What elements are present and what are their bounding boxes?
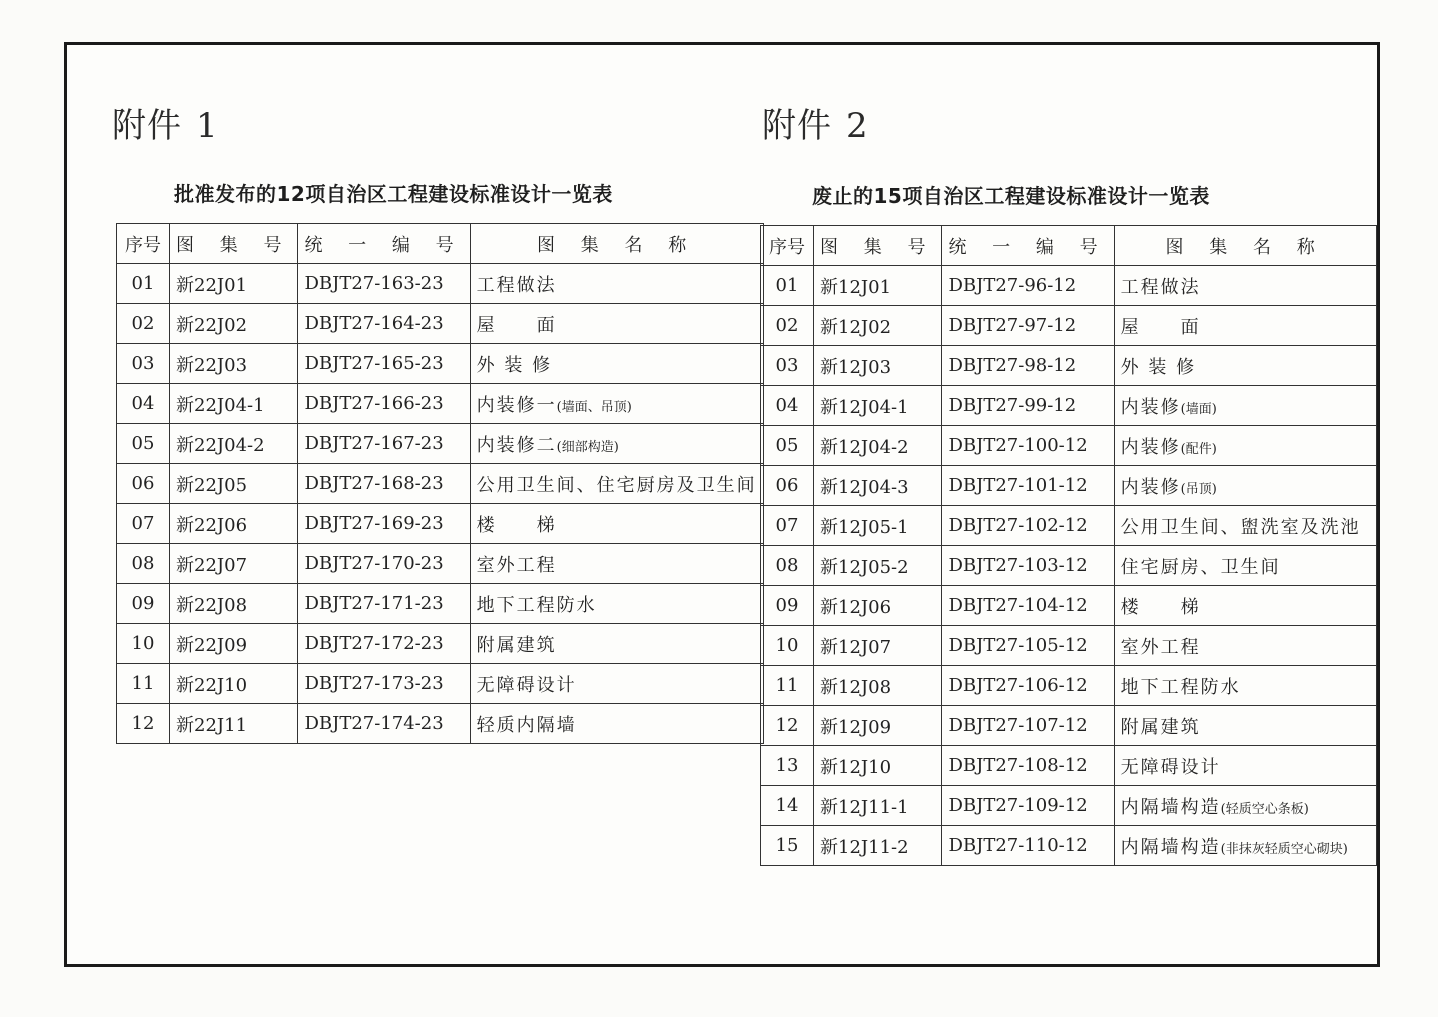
cell-seq: 14	[761, 786, 814, 826]
cell-seq: 08	[117, 544, 170, 584]
cell-atlas-name	[1114, 826, 1376, 866]
atlas-name-note: (吊顶)	[1180, 481, 1217, 497]
cell-atlas-name	[1114, 786, 1376, 826]
atlas-name-text: 楼 梯	[1120, 596, 1201, 618]
atlas-name-note: (轻质空心条板)	[1220, 801, 1309, 817]
appendix-2-table	[760, 225, 1377, 866]
cell-seq: 07	[761, 506, 814, 546]
atlas-name-text: 公用卫生间、盥洗室及洗池	[1120, 516, 1361, 538]
cell-unified-code: DBJT27-167-23	[298, 424, 470, 464]
cell-atlas-number: 新12J08	[814, 666, 942, 706]
atlas-name-note: (墙面、吊顶)	[556, 399, 632, 415]
atlas-name-text: 内装修一	[476, 394, 557, 416]
cell-seq: 04	[117, 384, 170, 424]
cell-seq: 02	[761, 306, 814, 346]
atlas-name-text: 地下工程防水	[1120, 676, 1241, 698]
cell-atlas-name	[1114, 586, 1376, 626]
cell-atlas-name	[1114, 346, 1376, 386]
table-row	[117, 344, 764, 384]
atlas-name-text: 室外工程	[476, 554, 557, 576]
cell-unified-code: DBJT27-98-12	[942, 346, 1114, 386]
atlas-name-text: 附属建筑	[476, 634, 557, 656]
cell-unified-code: DBJT27-165-23	[298, 344, 470, 384]
cell-atlas-number: 新22J04-2	[170, 424, 298, 464]
atlas-name-text: 内装修二	[476, 434, 557, 456]
atlas-name-text: 内隔墙构造	[1120, 836, 1221, 858]
atlas-name-text: 室外工程	[1120, 636, 1201, 658]
cell-atlas-name	[470, 304, 763, 344]
table-row	[761, 426, 1377, 466]
cell-atlas-number: 新12J01	[814, 266, 942, 306]
table-header-row	[117, 224, 764, 264]
cell-atlas-name	[1114, 666, 1376, 706]
cell-seq: 04	[761, 386, 814, 426]
cell-seq: 01	[117, 264, 170, 304]
cell-atlas-name	[470, 504, 763, 544]
table-row	[117, 584, 764, 624]
table-row	[761, 386, 1377, 426]
table-row	[761, 666, 1377, 706]
atlas-name-note: (墙面)	[1180, 401, 1217, 417]
table-row	[761, 826, 1377, 866]
cell-atlas-name	[470, 424, 763, 464]
cell-atlas-number: 新12J11-1	[814, 786, 942, 826]
cell-unified-code: DBJT27-172-23	[298, 624, 470, 664]
atlas-name-text: 公用卫生间、住宅厨房及卫生间	[476, 474, 757, 496]
cell-unified-code: DBJT27-101-12	[942, 466, 1114, 506]
appendix-2-label	[762, 98, 869, 147]
cell-atlas-number: 新22J09	[170, 624, 298, 664]
table-row	[117, 624, 764, 664]
cell-seq: 08	[761, 546, 814, 586]
atlas-name-text: 住宅厨房、卫生间	[1120, 556, 1281, 578]
cell-unified-code: DBJT27-96-12	[942, 266, 1114, 306]
cell-atlas-name	[1114, 306, 1376, 346]
atlas-name-note: (配件)	[1180, 441, 1217, 457]
cell-atlas-number: 新22J02	[170, 304, 298, 344]
cell-atlas-number: 新12J06	[814, 586, 942, 626]
cell-atlas-number: 新12J11-2	[814, 826, 942, 866]
cell-unified-code: DBJT27-170-23	[298, 544, 470, 584]
cell-atlas-number: 新12J09	[814, 706, 942, 746]
cell-unified-code: DBJT27-163-23	[298, 264, 470, 304]
table-row	[117, 264, 764, 304]
atlas-name-text: 工程做法	[1120, 276, 1201, 298]
table-row	[117, 384, 764, 424]
cell-atlas-name	[470, 704, 763, 744]
cell-seq: 03	[117, 344, 170, 384]
cell-atlas-number: 新22J08	[170, 584, 298, 624]
appendix-1-number: 1	[196, 106, 219, 146]
cell-atlas-number: 新22J06	[170, 504, 298, 544]
atlas-name-text: 内装修	[1120, 476, 1181, 498]
cell-atlas-name	[1114, 706, 1376, 746]
cell-seq: 03	[761, 346, 814, 386]
appendix-2-number: 2	[846, 106, 869, 146]
atlas-name-text: 外 装 修	[1120, 356, 1197, 378]
cell-seq: 09	[117, 584, 170, 624]
table-row	[117, 704, 764, 744]
atlas-name-note: (细部构造)	[556, 439, 619, 455]
cell-atlas-number: 新12J04-1	[814, 386, 942, 426]
atlas-name-text: 无障碍设计	[1120, 756, 1221, 778]
cell-atlas-name	[470, 664, 763, 704]
cell-atlas-name	[470, 584, 763, 624]
cell-seq: 01	[761, 266, 814, 306]
atlas-name-text: 屋 面	[1120, 316, 1201, 338]
cell-unified-code: DBJT27-99-12	[942, 386, 1114, 426]
cell-atlas-number: 新22J11	[170, 704, 298, 744]
cell-seq: 07	[117, 504, 170, 544]
atlas-name-text: 地下工程防水	[476, 594, 597, 616]
cell-atlas-number: 新12J04-3	[814, 466, 942, 506]
table-row	[761, 706, 1377, 746]
header-code: 统 一 编 号	[298, 224, 470, 264]
atlas-name-text: 外 装 修	[476, 354, 553, 376]
table-row	[761, 546, 1377, 586]
appendix-2-table-title: 废止的15项自治区工程建设标准设计一览表	[812, 184, 1210, 208]
table-row	[117, 504, 764, 544]
cell-atlas-name	[470, 344, 763, 384]
cell-atlas-number: 新12J04-2	[814, 426, 942, 466]
cell-unified-code: DBJT27-103-12	[942, 546, 1114, 586]
cell-unified-code: DBJT27-97-12	[942, 306, 1114, 346]
cell-unified-code: DBJT27-105-12	[942, 626, 1114, 666]
header-name: 图 集 名 称	[1114, 226, 1376, 266]
cell-seq: 05	[117, 424, 170, 464]
table-row	[761, 266, 1377, 306]
cell-unified-code: DBJT27-171-23	[298, 584, 470, 624]
cell-seq: 15	[761, 826, 814, 866]
cell-seq: 13	[761, 746, 814, 786]
cell-unified-code: DBJT27-168-23	[298, 464, 470, 504]
table-row	[761, 746, 1377, 786]
header-atlas: 图 集 号	[170, 224, 298, 264]
cell-unified-code: DBJT27-107-12	[942, 706, 1114, 746]
table-row	[117, 424, 764, 464]
cell-atlas-number: 新12J02	[814, 306, 942, 346]
appendix-1-table	[116, 223, 764, 744]
cell-unified-code: DBJT27-104-12	[942, 586, 1114, 626]
atlas-name-text: 工程做法	[476, 274, 557, 296]
atlas-name-text: 附属建筑	[1120, 716, 1201, 738]
cell-atlas-number: 新12J10	[814, 746, 942, 786]
cell-seq: 02	[117, 304, 170, 344]
header-name: 图 集 名 称	[470, 224, 763, 264]
cell-atlas-name	[470, 264, 763, 304]
table-row	[761, 306, 1377, 346]
cell-unified-code: DBJT27-106-12	[942, 666, 1114, 706]
cell-seq: 06	[761, 466, 814, 506]
cell-atlas-name	[470, 464, 763, 504]
appendix-1-label	[112, 98, 219, 147]
cell-atlas-name	[1114, 386, 1376, 426]
table-row	[761, 466, 1377, 506]
cell-atlas-number: 新12J03	[814, 346, 942, 386]
cell-atlas-number: 新12J05-1	[814, 506, 942, 546]
table-header-row	[761, 226, 1377, 266]
table-row	[117, 664, 764, 704]
cell-atlas-name	[1114, 506, 1376, 546]
cell-unified-code: DBJT27-109-12	[942, 786, 1114, 826]
cell-unified-code: DBJT27-169-23	[298, 504, 470, 544]
table-row	[761, 786, 1377, 826]
appendix-2-label-text: 附件	[762, 106, 832, 146]
atlas-name-text: 轻质内隔墙	[476, 714, 577, 736]
cell-seq: 12	[117, 704, 170, 744]
cell-atlas-name	[1114, 466, 1376, 506]
table-row	[117, 304, 764, 344]
appendix-1-table-title: 批准发布的12项自治区工程建设标准设计一览表	[174, 182, 613, 206]
cell-atlas-name	[470, 544, 763, 584]
cell-atlas-number: 新22J04-1	[170, 384, 298, 424]
cell-atlas-number: 新12J05-2	[814, 546, 942, 586]
table-row	[117, 464, 764, 504]
cell-atlas-number: 新22J05	[170, 464, 298, 504]
table-row	[117, 544, 764, 584]
cell-atlas-number: 新12J07	[814, 626, 942, 666]
table-row	[761, 506, 1377, 546]
cell-atlas-number: 新22J10	[170, 664, 298, 704]
cell-seq: 11	[117, 664, 170, 704]
table-row	[761, 586, 1377, 626]
cell-seq: 11	[761, 666, 814, 706]
cell-atlas-name	[470, 624, 763, 664]
cell-atlas-name	[1114, 626, 1376, 666]
cell-seq: 10	[761, 626, 814, 666]
cell-seq: 05	[761, 426, 814, 466]
cell-atlas-name	[1114, 746, 1376, 786]
atlas-name-text: 楼 梯	[476, 514, 557, 536]
cell-unified-code: DBJT27-173-23	[298, 664, 470, 704]
cell-unified-code: DBJT27-110-12	[942, 826, 1114, 866]
atlas-name-note: (非抹灰轻质空心砌块)	[1220, 841, 1348, 857]
cell-atlas-name	[470, 384, 763, 424]
atlas-name-text: 内装修	[1120, 396, 1181, 418]
atlas-name-text: 内隔墙构造	[1120, 796, 1221, 818]
cell-atlas-number: 新22J03	[170, 344, 298, 384]
cell-atlas-name	[1114, 266, 1376, 306]
cell-seq: 06	[117, 464, 170, 504]
cell-seq: 09	[761, 586, 814, 626]
appendix-1-label-text: 附件	[112, 106, 182, 146]
header-code: 统 一 编 号	[942, 226, 1114, 266]
header-seq: 序号	[117, 224, 170, 264]
atlas-name-text: 无障碍设计	[476, 674, 577, 696]
cell-unified-code: DBJT27-108-12	[942, 746, 1114, 786]
cell-atlas-number: 新22J01	[170, 264, 298, 304]
cell-unified-code: DBJT27-174-23	[298, 704, 470, 744]
cell-unified-code: DBJT27-100-12	[942, 426, 1114, 466]
table-row	[761, 346, 1377, 386]
cell-seq: 10	[117, 624, 170, 664]
table-row	[761, 626, 1377, 666]
cell-atlas-name	[1114, 426, 1376, 466]
header-atlas: 图 集 号	[814, 226, 942, 266]
atlas-name-text: 内装修	[1120, 436, 1181, 458]
cell-unified-code: DBJT27-166-23	[298, 384, 470, 424]
cell-seq: 12	[761, 706, 814, 746]
header-seq: 序号	[761, 226, 814, 266]
cell-atlas-name	[1114, 546, 1376, 586]
cell-unified-code: DBJT27-164-23	[298, 304, 470, 344]
atlas-name-text: 屋 面	[476, 314, 557, 336]
cell-unified-code: DBJT27-102-12	[942, 506, 1114, 546]
cell-atlas-number: 新22J07	[170, 544, 298, 584]
